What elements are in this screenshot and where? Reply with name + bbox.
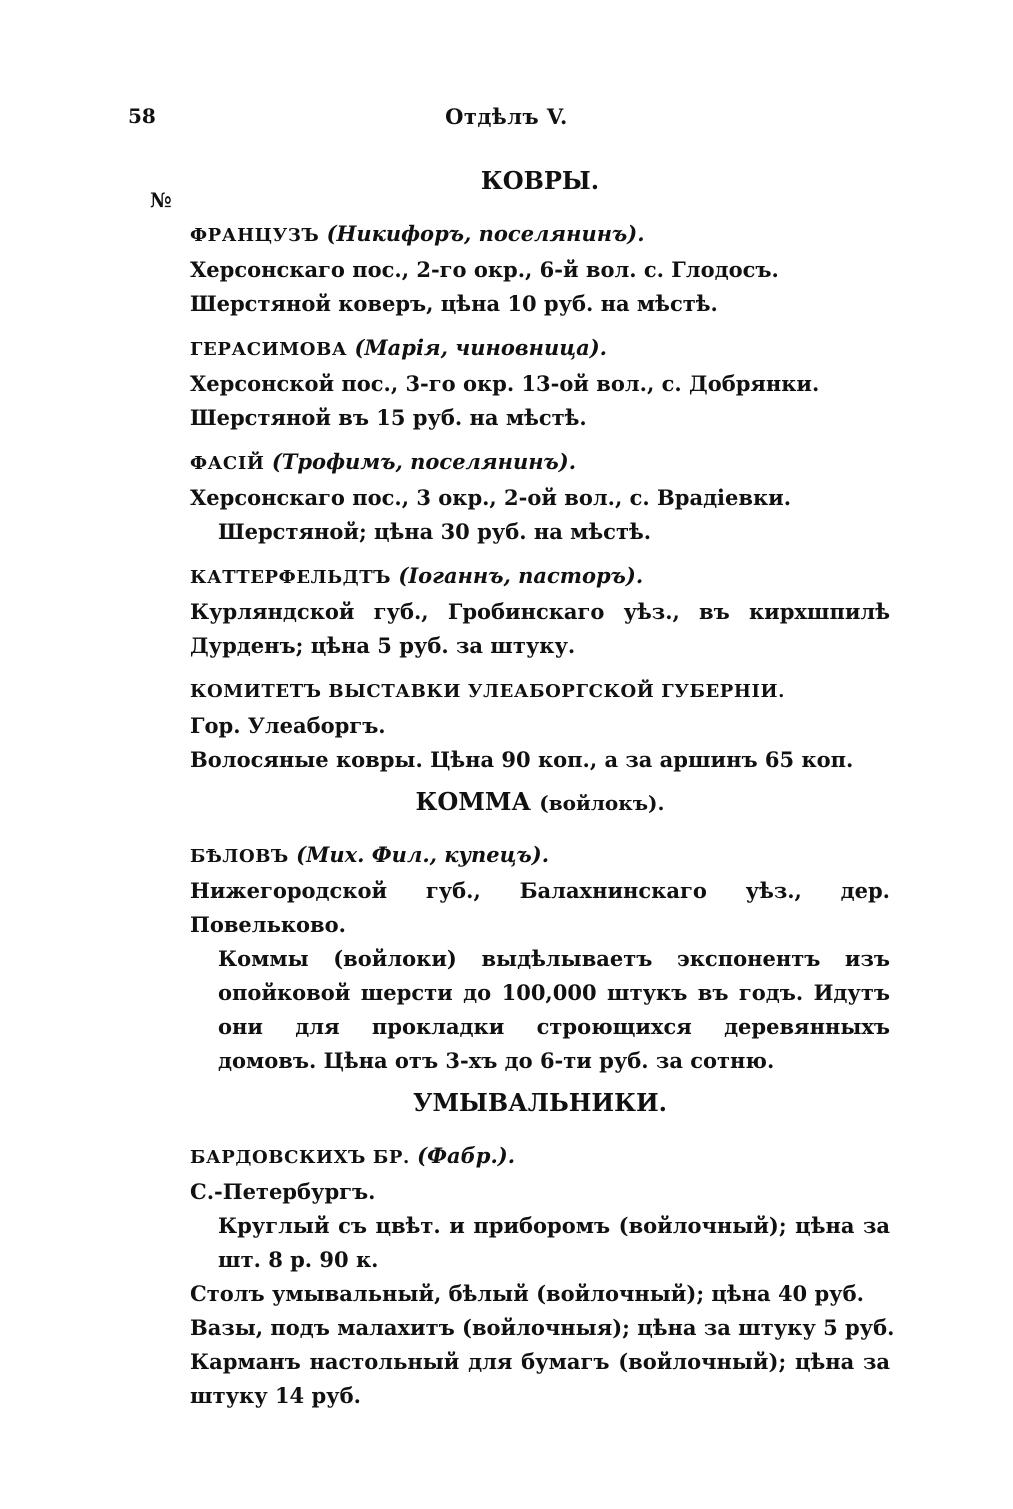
exhibitor-desc: (Никифоръ, поселянинъ). <box>326 221 645 246</box>
page-number: 58 <box>128 104 156 128</box>
item-line: Круглый съ цвѣт. и приборомъ (войлочный); цѣна за шт. 8 р. 90 к. <box>218 1213 890 1272</box>
exhibitor-desc: (Іоганнъ, пасторъ). <box>398 563 644 588</box>
entry-text: Коммы (войлоки) выдѣлываетъ экспонентъ изъ опойковой шерсти до 100,000 штукъ въ годъ. Идутъ они для прокладки строющихся деревянныхъ домовъ. Цѣна отъ 3-хъ до 6-ти руб. за сотню. <box>218 946 890 1073</box>
entry-location: Херсонскаго пос., 2-го окр., 6-й вол. с. Глодосъ. <box>190 257 779 282</box>
entry-belov <box>190 838 890 1078</box>
exhibitor-name: ФАСІЙ <box>190 453 265 474</box>
entry-location: Нижегородской губ., Балахнинскаго уѣз., дер. Повельково. <box>190 878 890 937</box>
entry-location: Херсонскаго пос., 3 окр., 2-ой вол., с. Врадіевки. <box>190 485 792 510</box>
entry-bardovskikh <box>190 1139 895 1413</box>
running-title: Отдѣлъ V. <box>445 104 568 129</box>
exhibitor-desc: (Трофимъ, поселянинъ). <box>271 449 577 474</box>
exhibitor-name: КОМИТЕТЪ ВЫСТАВКИ УЛЕАБОРГСКОЙ ГУБЕРНІИ. <box>190 681 786 702</box>
exhibitor-desc: (Мих. Фил., купецъ). <box>296 842 550 867</box>
number-sign: № <box>150 188 172 212</box>
section-subtitle: (войлокъ). <box>539 791 665 815</box>
entry-francuz <box>190 217 890 321</box>
section-title-komma: КОММА (войлокъ). <box>415 787 665 816</box>
exhibitor-name: БАРДОВСКИХЪ БР. <box>190 1147 410 1168</box>
exhibitor-desc: (Марія, чиновница). <box>354 335 607 360</box>
entry-text: Шерстяной въ 15 руб. на мѣстѣ. <box>190 405 587 430</box>
entry-gerasimova <box>190 331 890 435</box>
entry-fasiy <box>190 445 890 549</box>
exhibitor-name: ГЕРАСИМОВА <box>190 339 348 360</box>
entry-katterfeldt <box>190 559 890 663</box>
item-line: Вазы, подъ малахитъ (войлочныя); цѣна за штуку 5 руб. <box>190 1315 895 1340</box>
section-title-kovry: КОВРЫ. <box>480 166 600 195</box>
entry-text: Волосяные ковры. Цѣна 90 коп., а за аршинъ 65 коп. <box>190 747 854 772</box>
entry-text: Шерстяной; цѣна 30 руб. на мѣстѣ. <box>218 519 652 544</box>
page-content <box>190 166 895 1423</box>
section-title-umyvalniki: УМЫВАЛЬНИКИ. <box>413 1088 667 1117</box>
entry-location: С.-Петербургъ. <box>190 1179 376 1204</box>
exhibitor-desc: (Фабр.). <box>417 1143 516 1168</box>
exhibitor-name: ФРАНЦУЗЪ <box>190 225 320 246</box>
item-line: Столъ умывальный, бѣлый (войлочный); цѣна 40 руб. <box>190 1281 864 1306</box>
exhibitor-name: КАТТЕРФЕЛЬДТЪ <box>190 567 392 588</box>
entry-location: Херсонской пос., 3-го окр. 13-ой вол., с. Добрянки. <box>190 371 820 396</box>
exhibitor-name: БѢЛОВЪ <box>190 846 289 867</box>
entry-komitet <box>190 673 890 777</box>
entry-location: Курляндской губ., Гробинскаго уѣз., въ кирхшпилѣ Дурденъ; цѣна 5 руб. за штуку. <box>190 599 890 658</box>
item-line: Карманъ настольный для бумагъ (войлочный); цѣна за штуку 14 руб. <box>190 1349 890 1408</box>
entry-text: Шерстяной коверъ, цѣна 10 руб. на мѣстѣ. <box>190 291 718 316</box>
entry-location: Гор. Улеаборгъ. <box>190 713 386 738</box>
